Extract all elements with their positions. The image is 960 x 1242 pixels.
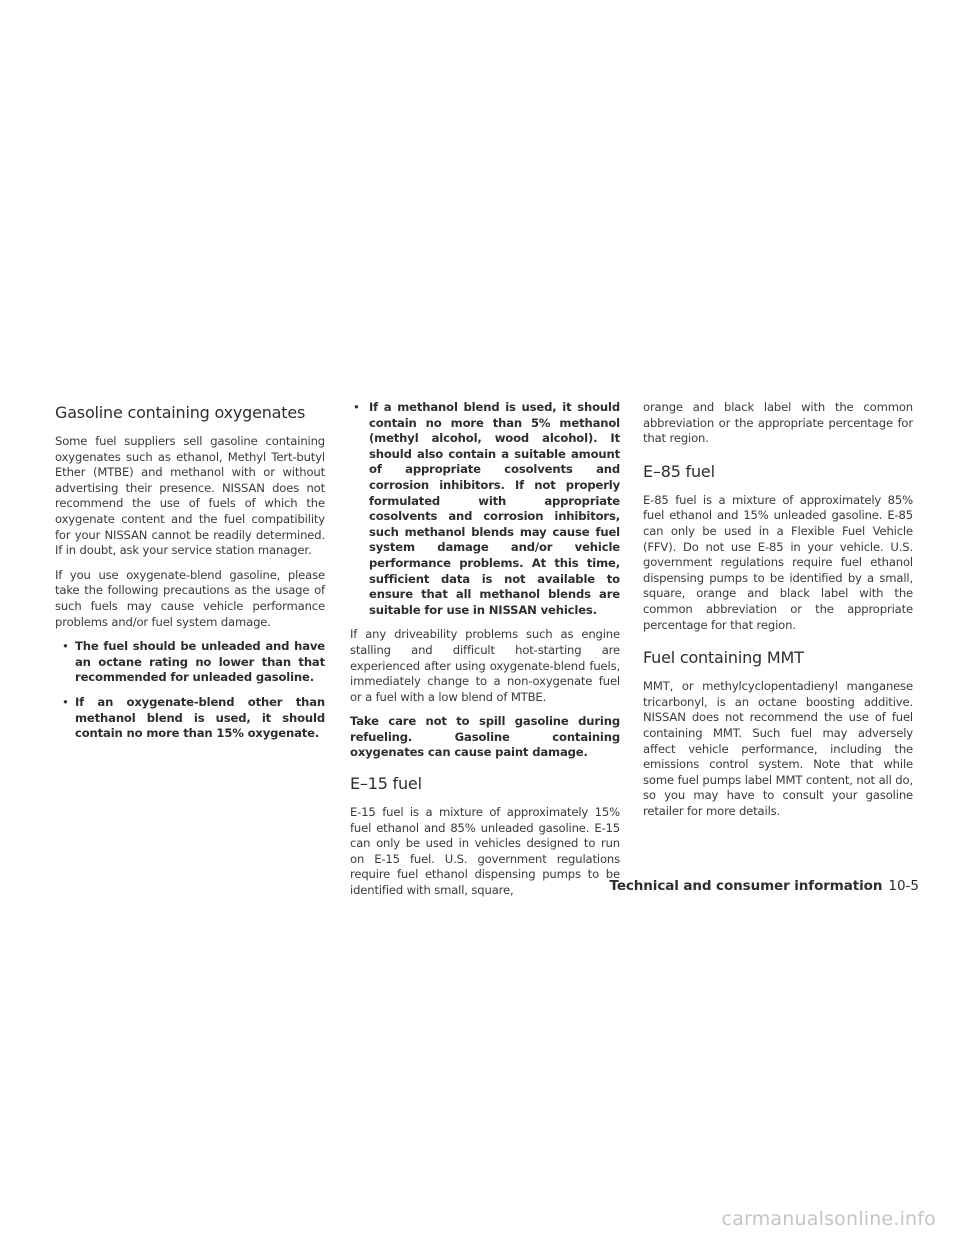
list-item-text: If a methanol blend is used, it should contain no more than 5% methanol (methyl alcohol, wood alcohol). It should also contain a suitable amount of appropriate cosolvents and corrosion inhibitors. If not properly formulated with appropriate cosolvents and corrosion inhibitors, such methanol blends may cause fuel system damage and/or vehicle performance problems. At this time, sufficient data is not available to ensure that all methanol blends are suitable for use in NISSAN vehicles. <box>369 400 620 617</box>
paint-damage-warning: Take care not to spill gasoline during refueling. Gasoline containing oxygenates can cause paint damage. <box>350 714 620 760</box>
precaution-list <box>55 639 325 742</box>
footer-section-title: Technical and consumer information <box>609 878 883 894</box>
section-title-oxygenates: Gasoline containing oxygenates <box>55 403 306 422</box>
section-title-mmt: Fuel containing MMT <box>643 648 804 668</box>
list-item <box>350 400 620 618</box>
list-item-text: The fuel should be unleaded and have an octane rating no lower than that recommended for unleaded gasoline. <box>75 639 325 685</box>
paragraph-mmt: MMT, or methylcyclopentadienyl manganese tricarbonyl, is an octane boosting additive. NISSAN does not recommend the use of fuel containing MMT. Such fuel may adversely affect vehicle performance, including the emissions control system. Note that while some fuel pumps label MMT content, not all do, so you may have to consult your gasoline retailer for more details. <box>643 679 913 818</box>
section-title-e85: E–85 fuel <box>643 461 715 481</box>
column-right <box>643 400 913 828</box>
column-left <box>55 400 325 751</box>
paragraph-e85: E-85 fuel is a mixture of approximately 85% fuel ethanol and 15% unleaded gasoline. E-85 can only be used in a Flexible Fuel Vehicle (FFV). Do not use E-85 in your vehicle. U.S. government regulations require fuel ethanol dispensing pumps to be identified by a small, square, orange and black label with the common abbreviation or the appropriate percentage for that region. <box>643 492 913 632</box>
bullet-icon: • <box>62 694 69 709</box>
watermark: carmanualsonline.info <box>721 1208 936 1230</box>
list-item <box>55 639 325 686</box>
bullet-icon: • <box>62 639 69 654</box>
paragraph-driveability: If any driveability problems such as engine stalling and difficult hot-starting are experienced after using oxygenate-blend fuels, immediately change to a non-oxygenate fuel or a fuel with a low blend of MTBE. <box>350 627 620 704</box>
list-item-text: If an oxygenate-blend other than methanol blend is used, it should contain no more than 15% oxygenate. <box>75 694 325 741</box>
bullet-icon: • <box>353 400 360 414</box>
section-title-e15: E–15 fuel <box>350 774 422 794</box>
list-item <box>55 695 325 742</box>
paragraph-e15: E-15 fuel is a mixture of approximately 15% fuel ethanol and 85% unleaded gasoline. E-15 can only be used in vehicles designed to run on E-15 fuel. U.S. government regulations require fuel ethanol dispensing pumps to be identified with small, square, <box>350 805 620 898</box>
page-number: 10-5 <box>888 878 919 894</box>
page-footer <box>610 877 920 895</box>
column-middle <box>350 400 620 908</box>
paragraph-e15-continued: orange and black label with the common abbreviation or the appropriate percentage for that region. <box>643 400 913 446</box>
paragraph-oxygenates-intro: Some fuel suppliers sell gasoline containing oxygenates such as ethanol, Methyl Tert-butyl Ether (MTBE) and methanol with or without advertising their presence. NISSAN does not recommend the use of fuels of which the oxygenate content and the fuel compatibility for your NISSAN cannot be readily determined. If in doubt, ask your service station manager. <box>55 434 325 558</box>
precaution-list-continued <box>350 400 620 618</box>
paragraph-oxygenates-precautions: If you use oxygenate-blend gasoline, please take the following precautions as the usage of such fuels may cause vehicle performance problems and/or fuel system damage. <box>55 567 325 629</box>
